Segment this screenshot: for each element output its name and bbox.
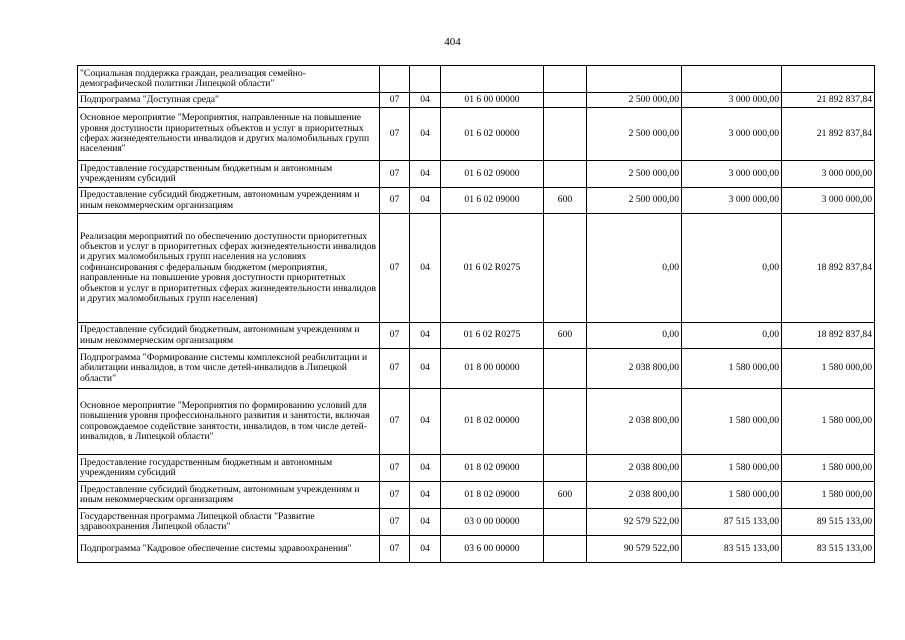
amount-3-cell: 21 892 837,84 (782, 93, 875, 108)
amount-2-cell: 1 580 000,00 (682, 389, 782, 455)
amount-3-cell: 1 580 000,00 (782, 389, 875, 455)
row-name-cell: "Социальная поддержка граждан, реализация семейно-демографической политики Липецкой области" (78, 66, 380, 93)
subsection-cell: 04 (410, 482, 441, 509)
row-name-cell: Реализация мероприятий по обеспечению доступности приоритетных объектов и услуг в приоритетных сферах жизнедеятельности инвалидов и других маломобильных групп населения на условиях софинансирования с федеральным бюджетом (мероприятия, направленные на повышение уровня доступности приоритетных объектов и услуг в приоритетных сферах жизнедеятельности инвалидов и других маломобильных групп населения) (78, 214, 380, 323)
budget-table (77, 65, 875, 563)
amount-3-cell (782, 66, 875, 93)
amount-1-cell: 0,00 (587, 323, 682, 349)
row-name-cell: Основное мероприятие "Мероприятия, направленные на повышение уровня доступности приоритетных объектов и услуг в приоритетных сферах жизнедеятельности инвалидов и других маломобильных групп населения" (78, 108, 380, 161)
table-row (78, 509, 875, 536)
expense-type-cell (544, 536, 587, 563)
amount-2-cell: 3 000 000,00 (682, 93, 782, 108)
target-article-cell: 01 6 02 R0275 (441, 323, 544, 349)
subsection-cell: 04 (410, 93, 441, 108)
amount-1-cell: 0,00 (587, 214, 682, 323)
row-name-cell: Предоставление субсидий бюджетным, автономным учреждениям и иным некоммерческим организациям (78, 188, 380, 214)
amount-2-cell: 83 515 133,00 (682, 536, 782, 563)
table-row (78, 188, 875, 214)
table-row (78, 323, 875, 349)
section-cell: 07 (380, 536, 410, 563)
target-article-cell: 03 6 00 00000 (441, 536, 544, 563)
amount-3-cell: 89 515 133,00 (782, 509, 875, 536)
target-article-cell: 01 8 02 09000 (441, 482, 544, 509)
expense-type-cell: 600 (544, 188, 587, 214)
amount-1-cell: 90 579 522,00 (587, 536, 682, 563)
expense-type-cell (544, 214, 587, 323)
subsection-cell: 04 (410, 455, 441, 482)
expense-type-cell (544, 66, 587, 93)
subsection-cell: 04 (410, 536, 441, 563)
row-name-cell: Подпрограмма "Кадровое обеспечение системы здравоохранения" (78, 536, 380, 563)
target-article-cell: 01 8 02 09000 (441, 455, 544, 482)
expense-type-cell (544, 455, 587, 482)
subsection-cell: 04 (410, 188, 441, 214)
row-name-cell: Предоставление государственным бюджетным и автономным учреждениям субсидий (78, 161, 380, 188)
subsection-cell: 04 (410, 108, 441, 161)
amount-1-cell: 92 579 522,00 (587, 509, 682, 536)
expense-type-cell (544, 349, 587, 389)
subsection-cell: 04 (410, 323, 441, 349)
amount-1-cell: 2 038 800,00 (587, 349, 682, 389)
section-cell: 07 (380, 323, 410, 349)
table-row (78, 161, 875, 188)
section-cell: 07 (380, 214, 410, 323)
section-cell (380, 66, 410, 93)
row-name-cell: Подпрограмма "Доступная среда" (78, 93, 380, 108)
row-name-cell: Основное мероприятие "Мероприятия по формированию условий для повышения уровня профессионального развития и занятости, включая сопровождаемое содействие занятости, инвалидов, в том числе детей-инвалидов, в Липецкой области" (78, 389, 380, 455)
amount-3-cell: 21 892 837,84 (782, 108, 875, 161)
table-row (78, 455, 875, 482)
subsection-cell: 04 (410, 349, 441, 389)
section-cell: 07 (380, 161, 410, 188)
amount-2-cell: 1 580 000,00 (682, 349, 782, 389)
target-article-cell: 01 6 00 00000 (441, 93, 544, 108)
target-article-cell: 01 6 02 09000 (441, 161, 544, 188)
amount-1-cell (587, 66, 682, 93)
target-article-cell: 01 8 00 00000 (441, 349, 544, 389)
amount-1-cell: 2 038 800,00 (587, 455, 682, 482)
section-cell: 07 (380, 455, 410, 482)
section-cell: 07 (380, 93, 410, 108)
target-article-cell: 01 6 02 00000 (441, 108, 544, 161)
section-cell: 07 (380, 108, 410, 161)
target-article-cell: 03 0 00 00000 (441, 509, 544, 536)
table-row (78, 214, 875, 323)
amount-1-cell: 2 500 000,00 (587, 161, 682, 188)
table-row (78, 389, 875, 455)
amount-3-cell: 18 892 837,84 (782, 323, 875, 349)
section-cell: 07 (380, 509, 410, 536)
expense-type-cell (544, 509, 587, 536)
table-row (78, 66, 875, 93)
amount-3-cell: 3 000 000,00 (782, 188, 875, 214)
target-article-cell: 01 6 02 09000 (441, 188, 544, 214)
table-row (78, 108, 875, 161)
target-article-cell (441, 66, 544, 93)
row-name-cell: Государственная программа Липецкой области "Развитие здравоохранения Липецкой области" (78, 509, 380, 536)
amount-1-cell: 2 038 800,00 (587, 482, 682, 509)
row-name-cell: Предоставление субсидий бюджетным, автономным учреждениям и иным некоммерческим организациям (78, 323, 380, 349)
expense-type-cell: 600 (544, 482, 587, 509)
row-name-cell: Подпрограмма "Формирование системы комплексной реабилитации и абилитации инвалидов, в том числе детей-инвалидов в Липецкой области" (78, 349, 380, 389)
amount-2-cell: 3 000 000,00 (682, 108, 782, 161)
table-row (78, 93, 875, 108)
target-article-cell: 01 6 02 R0275 (441, 214, 544, 323)
table-row (78, 482, 875, 509)
subsection-cell: 04 (410, 161, 441, 188)
expense-type-cell: 600 (544, 323, 587, 349)
amount-2-cell: 1 580 000,00 (682, 455, 782, 482)
amount-2-cell: 0,00 (682, 214, 782, 323)
row-name-cell: Предоставление субсидий бюджетным, автономным учреждениям и иным некоммерческим организациям (78, 482, 380, 509)
amount-3-cell: 1 580 000,00 (782, 455, 875, 482)
expense-type-cell (544, 108, 587, 161)
amount-1-cell: 2 500 000,00 (587, 188, 682, 214)
section-cell: 07 (380, 389, 410, 455)
amount-2-cell: 0,00 (682, 323, 782, 349)
amount-2-cell: 87 515 133,00 (682, 509, 782, 536)
row-name-cell: Предоставление государственным бюджетным и автономным учреждениям субсидий (78, 455, 380, 482)
section-cell: 07 (380, 349, 410, 389)
expense-type-cell (544, 93, 587, 108)
amount-2-cell: 3 000 000,00 (682, 161, 782, 188)
amount-3-cell: 3 000 000,00 (782, 161, 875, 188)
target-article-cell: 01 8 02 00000 (441, 389, 544, 455)
amount-2-cell (682, 66, 782, 93)
table-row (78, 536, 875, 563)
subsection-cell (410, 66, 441, 93)
table-body (78, 66, 875, 563)
subsection-cell: 04 (410, 509, 441, 536)
table-row (78, 349, 875, 389)
section-cell: 07 (380, 482, 410, 509)
amount-1-cell: 2 500 000,00 (587, 108, 682, 161)
amount-1-cell: 2 038 800,00 (587, 389, 682, 455)
amount-3-cell: 83 515 133,00 (782, 536, 875, 563)
page-number: 404 (444, 36, 461, 48)
subsection-cell: 04 (410, 389, 441, 455)
amount-3-cell: 1 580 000,00 (782, 349, 875, 389)
expense-type-cell (544, 161, 587, 188)
amount-3-cell: 1 580 000,00 (782, 482, 875, 509)
expense-type-cell (544, 389, 587, 455)
amount-2-cell: 1 580 000,00 (682, 482, 782, 509)
subsection-cell: 04 (410, 214, 441, 323)
section-cell: 07 (380, 188, 410, 214)
amount-3-cell: 18 892 837,84 (782, 214, 875, 323)
amount-2-cell: 3 000 000,00 (682, 188, 782, 214)
amount-1-cell: 2 500 000,00 (587, 93, 682, 108)
